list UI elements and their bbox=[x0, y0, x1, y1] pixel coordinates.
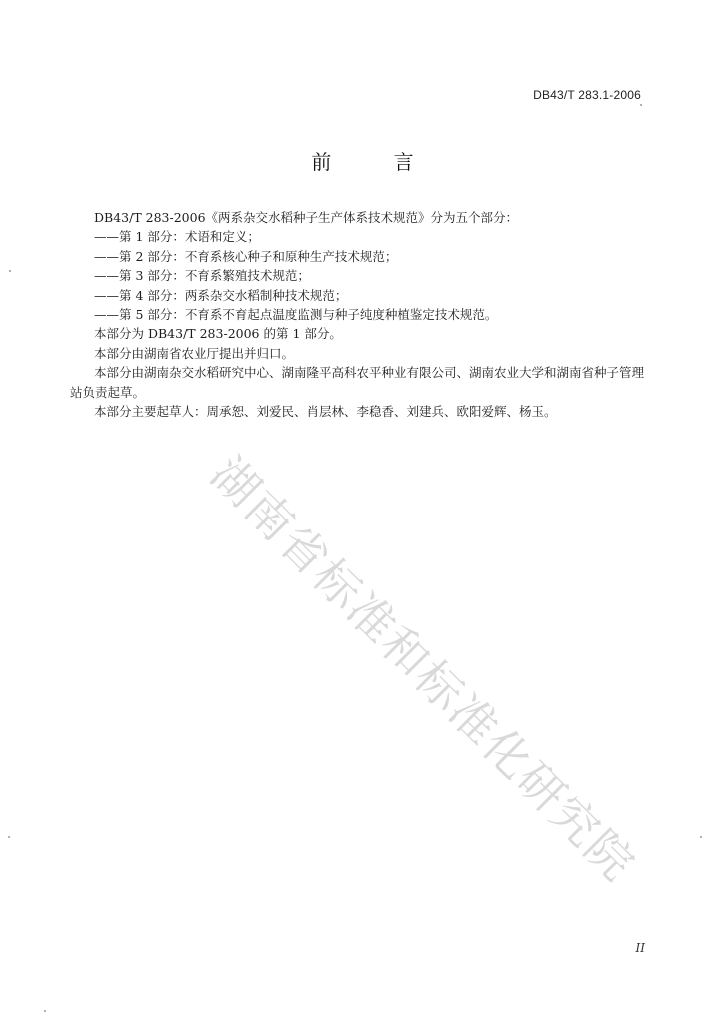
foreword-body bbox=[70, 208, 655, 421]
scan-speck bbox=[9, 270, 11, 272]
paragraph-part-5: ——第 5 部分：不育系不育起点温度监测与种子纯度种植鉴定技术规范。 bbox=[94, 307, 498, 323]
document-code: DB43/T 283.1-2006 bbox=[533, 88, 641, 102]
paragraph-scope: 本部分为 DB43/T 283-2006 的第 1 部分。 bbox=[94, 326, 342, 342]
paragraph-intro: DB43/T 283-2006《两系杂交水稻种子生产体系技术规范》分为五个部分： bbox=[94, 210, 519, 225]
page-title: 前 言 bbox=[311, 150, 442, 174]
page-number: II bbox=[635, 941, 645, 955]
paragraph-part-4: ——第 4 部分：两系杂交水稻制种技术规范； bbox=[94, 287, 348, 303]
scan-speck bbox=[8, 836, 10, 838]
paragraph-part-1: ——第 1 部分：术语和定义； bbox=[94, 229, 260, 245]
paragraph-drafters: 本部分主要起草人：周承恕、刘爱民、肖层林、李稳香、刘建兵、欧阳爱辉、杨玉。 bbox=[94, 404, 557, 420]
paragraph-proposer: 本部分由湖南省农业厅提出并归口。 bbox=[94, 345, 295, 361]
watermark: 湖南省标准和标准化研究院 bbox=[200, 446, 646, 892]
paragraph-part-3: ——第 3 部分：不育系繁殖技术规范； bbox=[94, 268, 310, 284]
scan-speck bbox=[44, 1010, 46, 1012]
scan-speck bbox=[700, 836, 702, 838]
paragraph-part-2: ——第 2 部分：不育系核心种子和原种生产技术规范； bbox=[94, 248, 398, 264]
paragraph-drafting-units: 本部分由湖南杂交水稻研究中心、湖南隆平高科农平种业有限公司、湖南农业大学和湖南省种子管理站负责起草。 bbox=[70, 365, 645, 400]
scan-speck bbox=[640, 104, 642, 106]
